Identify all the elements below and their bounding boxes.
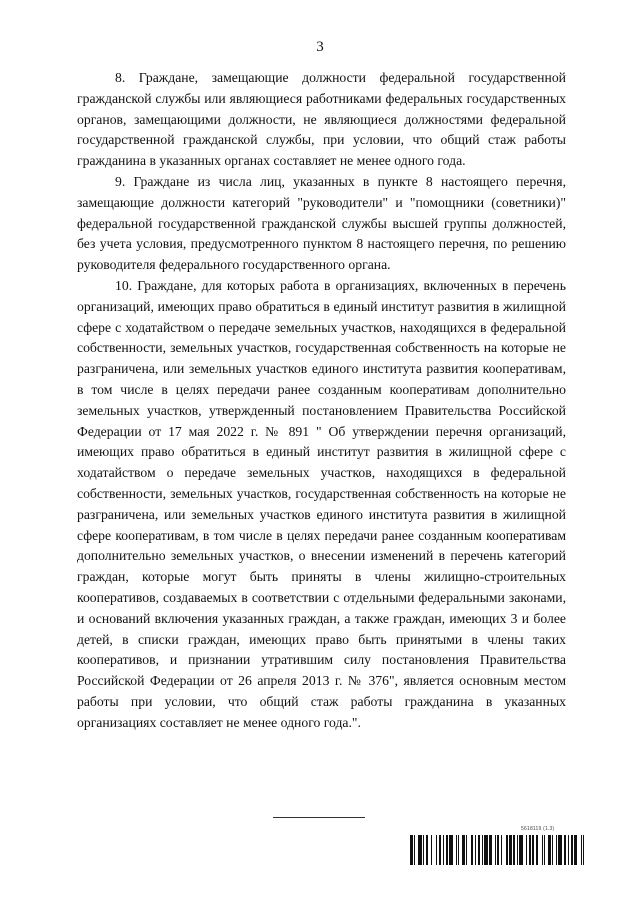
document-code: 5618119 (1.3) <box>521 826 555 832</box>
paragraph-item-10: 10. Граждане, для которых работа в организациях, включенных в перечень организаций, имеющих право обратиться в единый институт развития в жилищной сфере с ходатайством о передаче земельных участков, находящихся в федеральной собственности, земельных участков, государственная собственность на которые не разграничена, или земельных участков единого института развития кооперативам, в том числе в целях передачи ранее созданным кооперативам дополнительно земельных участков, утвержденный постановлением Правительства Российской Федерации от 17 мая 2022 г. № 891 " Об утверждении перечня организаций, имеющих право обратиться в единый институт развития в жилищной сфере с ходатайством о передаче земельных участков, находящихся в федеральной собственности, земельных участков, государственная собственность на которые не разграничена, или земельных участков единого института развития в жилищной сфере кооперативам, в том числе в целях передачи ранее созданным кооперативам дополнительно земельных участков, о внесении изменений в перечень категорий граждан, которые могут быть приняты в члены жилищно-строительных кооперативов, создаваемых в соответствии с отдельными федеральными законами, и оснований включения указанных граждан, а также граждан, имеющих 3 и более детей, в списки граждан, имеющих право быть принятыми в члены таких кооперативов, и признании утратившим силу постановления Правительства Российской Федерации от 26 апреля 2013 г. № 376", является основным местом работы при условии, что общий стаж работы гражданина в указанных организациях составляет не менее одного года.". <box>77 277 566 730</box>
barcode-bar <box>584 835 587 865</box>
document-body <box>77 68 566 734</box>
page-number: 3 <box>316 39 324 55</box>
barcode-icon <box>410 835 588 865</box>
paragraph-item-8: 8. Граждане, замещающие должности федеральной государственной гражданской службы или являющиеся работниками федеральных государственных органов, замещающими должности, не являющиеся должностями федеральной государственной гражданской службы, при условии, что общий стаж работы гражданина в указанных органах составляет не менее одного года. <box>77 70 566 169</box>
end-separator-line <box>273 817 365 818</box>
paragraph-item-9: 9. Граждане из числа лиц, указанных в пункте 8 настоящего перечня, замещающие должности категорий "руководители" и "помощники (советники)" федеральной государственной гражданской службы высшей группы должностей, без учета условия, предусмотренного пунктом 8 настоящего перечня, по решению руководителя федерального государственного органа. <box>77 173 566 273</box>
